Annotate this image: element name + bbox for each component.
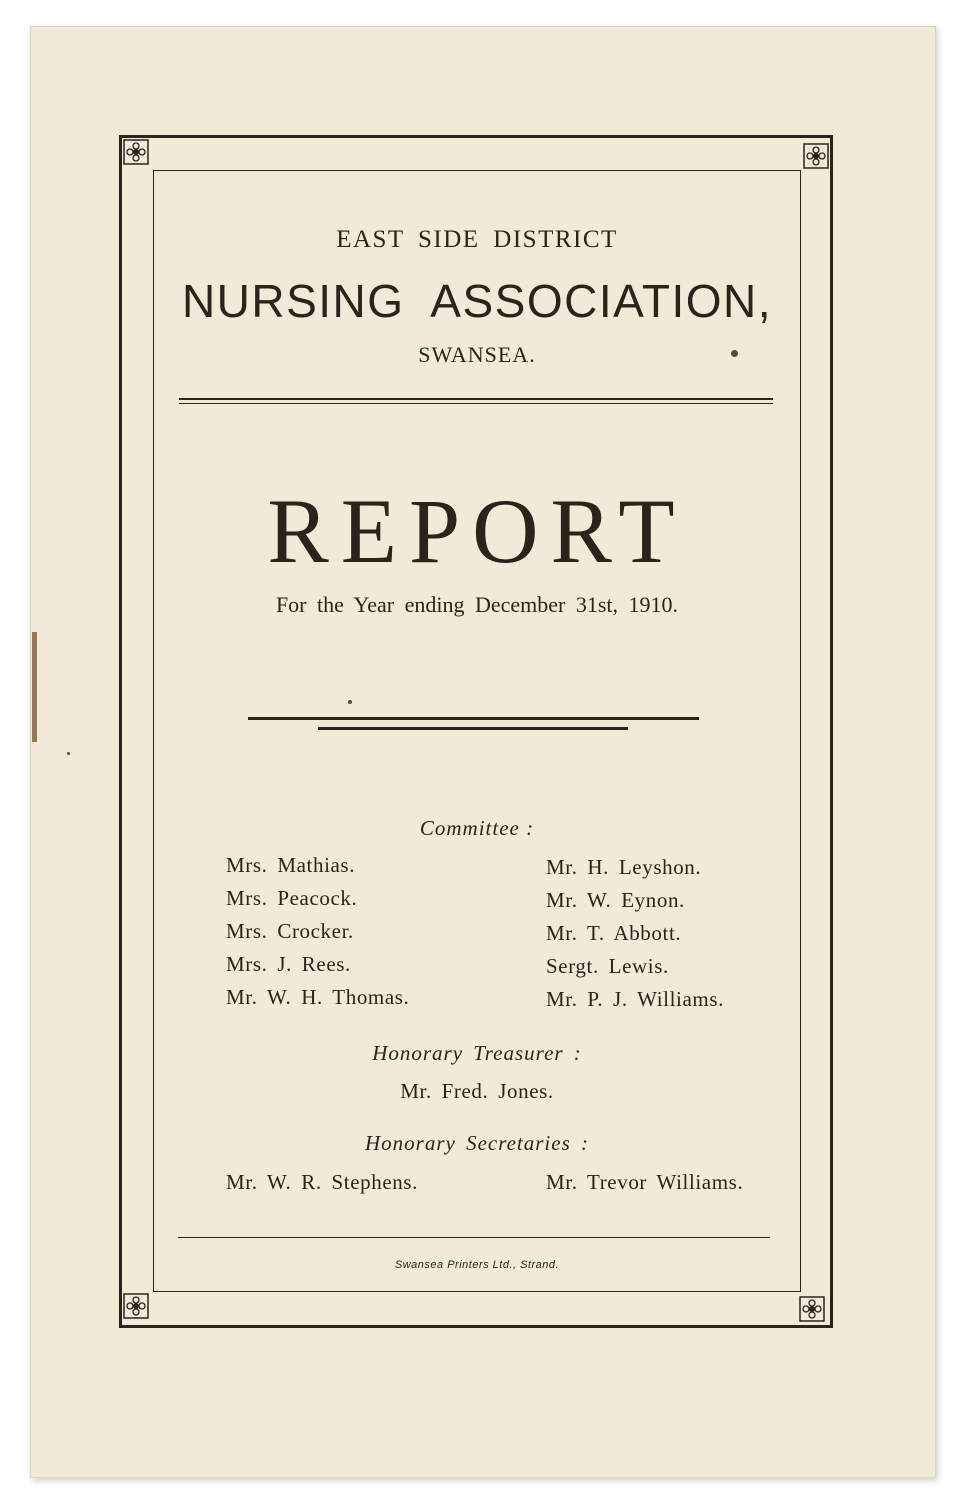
header-double-rule-bottom	[179, 403, 773, 404]
secretary-name: Mr. Trevor Williams.	[546, 1170, 744, 1194]
corner-ornament-icon	[123, 1293, 149, 1319]
committee-member: Mr. T. Abbott.	[546, 921, 682, 945]
city-heading: SWANSEA.	[418, 342, 536, 367]
title-rule-short	[318, 727, 628, 730]
committee-member: Sergt. Lewis.	[546, 954, 669, 978]
committee-member: Mrs. Mathias.	[226, 853, 356, 877]
committee-member: Mrs. Crocker.	[226, 919, 354, 943]
footer-rule	[178, 1237, 770, 1238]
association-heading: NURSING ASSOCIATION,	[181, 275, 773, 327]
committee-member: Mr. H. Leyshon.	[546, 855, 702, 879]
treasurer-name: Mr. Fred. Jones.	[400, 1079, 554, 1103]
printer-credit: Swansea Printers Ltd., Strand.	[394, 1259, 560, 1271]
title-rule-thick	[248, 717, 699, 720]
corner-ornament-icon	[803, 143, 829, 169]
district-heading: EAST SIDE DISTRICT	[336, 226, 618, 253]
committee-member: Mrs. J. Rees.	[226, 952, 351, 976]
paper-speck	[731, 350, 738, 357]
treasurer-label: Honorary Treasurer :	[372, 1041, 582, 1065]
report-title: REPORT	[267, 480, 687, 582]
inner-border	[153, 170, 801, 1292]
report-subtitle: For the Year ending December 31st, 1910.	[275, 592, 679, 617]
paper-speck	[348, 700, 352, 704]
corner-ornament-icon	[799, 1296, 825, 1322]
committee-member: Mrs. Peacock.	[226, 886, 358, 910]
committee-label: Committee :	[419, 816, 535, 840]
secretary-name: Mr. W. R. Stephens.	[226, 1170, 419, 1194]
secretaries-label: Honorary Secretaries :	[364, 1131, 589, 1155]
committee-member: Mr. P. J. Williams.	[546, 987, 724, 1011]
committee-member: Mr. W. Eynon.	[546, 888, 685, 912]
paper-speck	[67, 752, 70, 755]
corner-ornament-icon	[123, 139, 149, 165]
committee-member: Mr. W. H. Thomas.	[226, 985, 410, 1009]
staple-mark	[32, 632, 37, 742]
header-double-rule-top	[179, 398, 773, 400]
